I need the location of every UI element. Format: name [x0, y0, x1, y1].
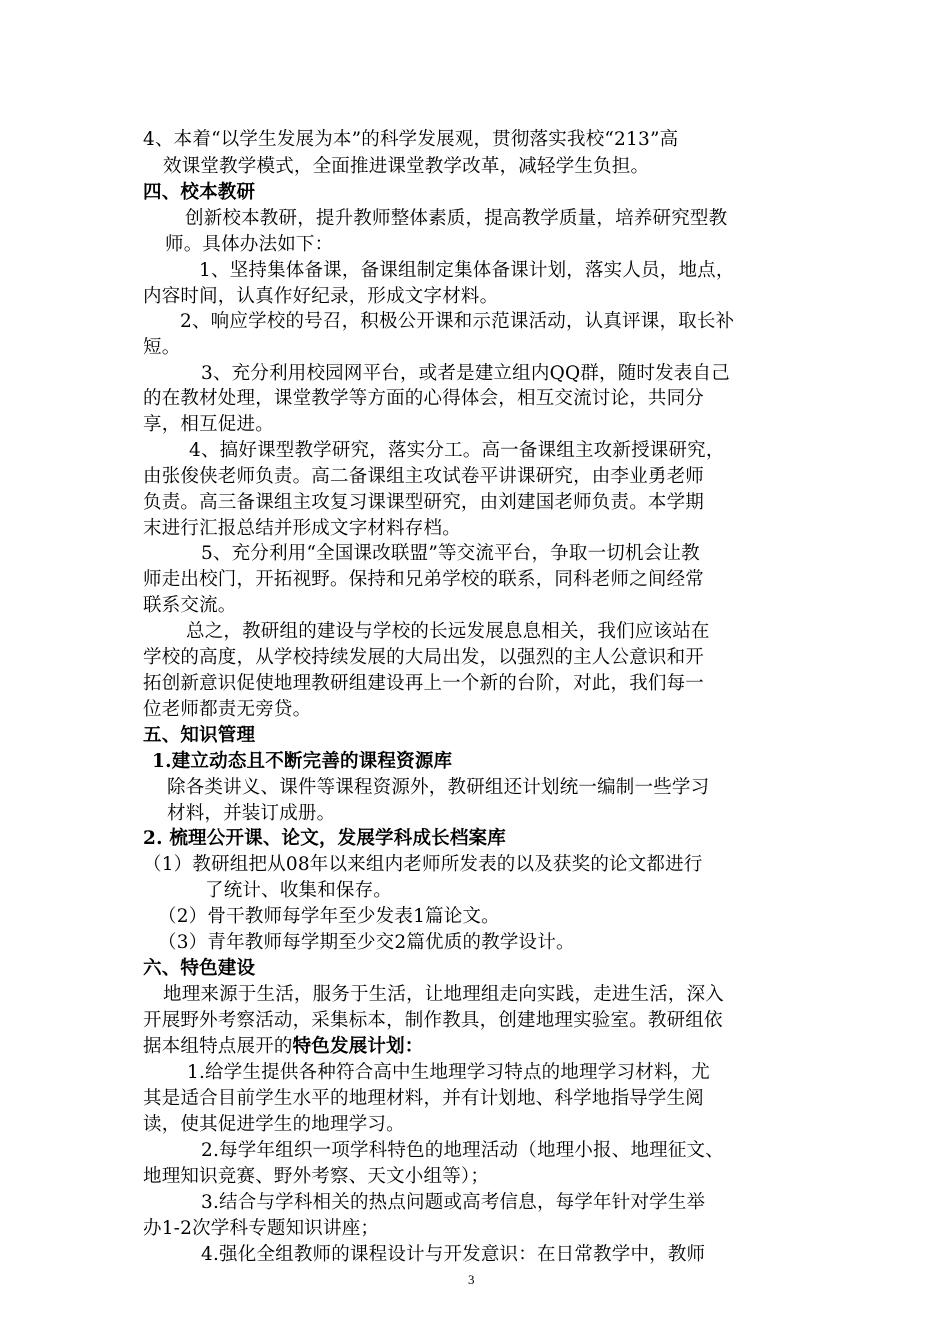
text-line: 办1-2次学科专题知识讲座； — [143, 1218, 380, 1239]
text-line: 了统计、收集和保存。 — [205, 880, 393, 901]
text-line: 1、坚持集体备课，备课组制定集体备课计划，落实人员，地点， — [199, 260, 735, 281]
text-line: 开展野外考察活动，采集标本，制作教具，创建地理实验室。教研组依 — [143, 1010, 723, 1031]
text-line: 由张俊侠老师负责。高二备课组主攻试卷平讲课研究，由李业勇老师 — [143, 466, 705, 487]
text-line: 拓创新意识促使地理教研组建设再上一个新的台阶，对此，我们每一 — [143, 673, 705, 694]
text-line: 2.每学年组织一项学科特色的地理活动（地理小报、地理征文、 — [201, 1140, 724, 1161]
text-line: 享，相互促进。 — [143, 414, 274, 435]
text-line: 地理知识竞赛、野外考察、天文小组等）； — [143, 1166, 490, 1187]
text-line: 读，使其促进学生的地理学习。 — [143, 1114, 405, 1135]
text-line: 学校的高度，从学校持续发展的大局出发，以强烈的主人公意识和开 — [143, 647, 705, 668]
text-line: 4.强化全组教师的课程设计与开发意识：在日常教学中，教师 — [201, 1244, 706, 1265]
section-heading: 六、特色建设 — [143, 958, 256, 979]
text-line: （3）青年教师每学期至少交2篇优质的教学设计。 — [158, 932, 575, 953]
text-line: 3.结合与学科相关的热点问题或高考信息，每学年针对学生举 — [201, 1192, 706, 1213]
bold-phrase: 特色发展计划： — [292, 1036, 424, 1057]
text-line: 师走出校门，开拓视野。保持和兄弟学校的联系，同科老师之间经常 — [143, 569, 705, 590]
text-line: 4、搞好课型教学研究，落实分工。高一备课组主攻新授课研究， — [189, 440, 725, 461]
text-fragment: 据本组特点展开的 — [143, 1036, 293, 1057]
text-line: 5、充分利用“全国课改联盟”等交流平台，争取一切机会让教 — [201, 543, 700, 564]
text-line: 的在教材处理，课堂教学等方面的心得体会，相互交流讨论，共同分 — [143, 388, 705, 409]
text-line: 短。 — [143, 337, 181, 358]
sub-heading: 1.建立动态且不断完善的课程资源库 — [152, 751, 453, 772]
section-heading: 四、校本教研 — [143, 182, 256, 203]
text-line: 除各类讲义、课件等课程资源外，教研组还计划统一编制一些学习 — [167, 777, 710, 798]
text-line: （2）骨干教师每学年至少发表1篇论文。 — [158, 906, 500, 927]
page-number: 3 — [468, 1272, 475, 1287]
sub-heading: 2. 梳理公开课、论文，发展学科成长档案库 — [143, 828, 506, 849]
text-line: 联系交流。 — [143, 595, 237, 616]
text-line: 地理来源于生活，服务于生活，让地理组走向实践，走进生活，深入 — [163, 984, 725, 1005]
text-line: 4、本着“以学生发展为本”的科学发展观，贯彻落实我校“213”高 — [143, 129, 679, 150]
text-line: 师。具体办法如下： — [165, 234, 334, 255]
section-heading: 五、知识管理 — [143, 725, 256, 746]
text-line — [143, 1034, 424, 1060]
text-line: 位老师都责无旁贷。 — [143, 699, 312, 720]
text-line: 其是适合目前学生水平的地理材料，并有计划地、科学地指导学生阅 — [143, 1088, 705, 1109]
text-line: 材料，并装订成册。 — [167, 803, 336, 824]
text-line: 1.给学生提供各种符合高中生地理学习特点的地理学习材料，尤 — [187, 1062, 710, 1083]
text-line: 内容时间，认真作好纪录，形成文字材料。 — [143, 286, 499, 307]
text-line: 创新校本教研，提升教师整体素质，提高教学质量，培养研究型教 — [185, 208, 728, 229]
text-line: 效课堂教学模式，全面推进课堂教学改革，减轻学生负担。 — [163, 156, 650, 177]
text-line: 总之，教研组的建设与学校的长远发展息息相关，我们应该站在 — [186, 621, 710, 642]
text-line: 末进行汇报总结并形成文字材料存档。 — [143, 518, 461, 539]
text-line: （1）教研组把从08年以来组内老师所发表的以及获奖的论文都进行 — [143, 854, 703, 875]
text-line: 3、充分利用校园网平台，或者是建立组内QQ群，随时发表自己 — [201, 363, 730, 384]
text-line: 负责。高三备课组主攻复习课课型研究，由刘建国老师负责。本学期 — [143, 492, 705, 513]
text-line: 2、响应学校的号召，积极公开课和示范课活动，认真评课，取长补 — [180, 311, 735, 332]
